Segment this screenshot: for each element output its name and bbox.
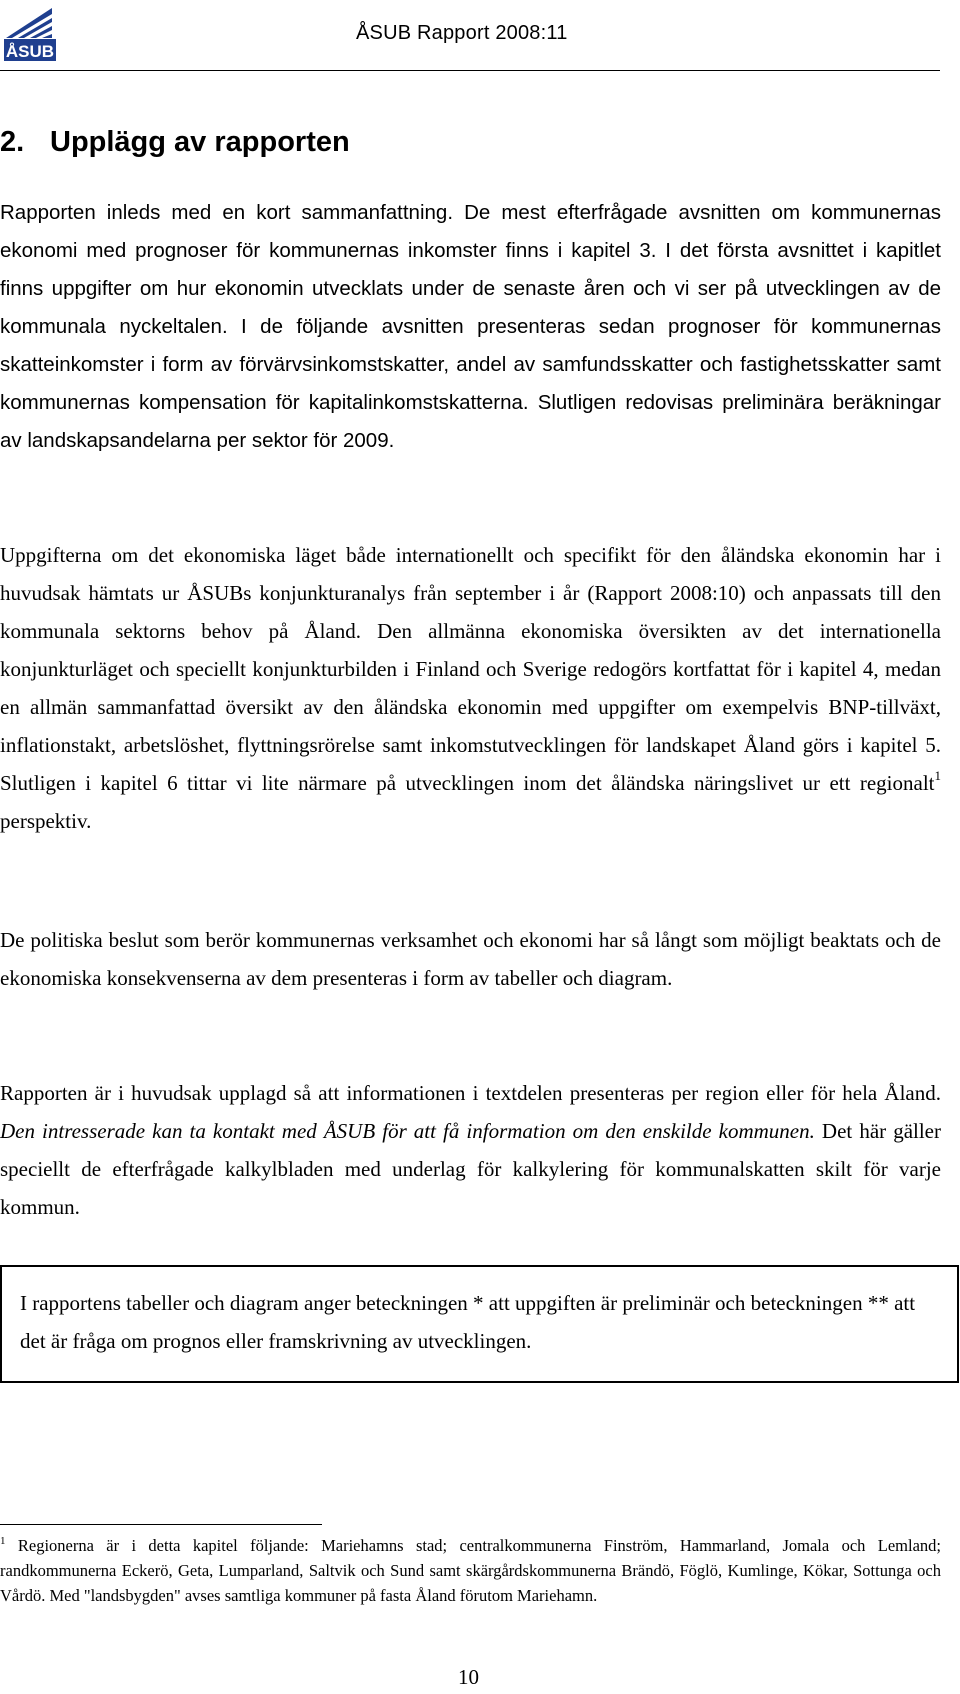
page-number: 10	[458, 1665, 479, 1689]
paragraph-sources-text: Uppgifterna om det ekonomiska läget både internationellt och specifikt för den åländska ekonomin har i huvudsak hämtats ur ÅSUBs konjunkturanalys från september i år (Rapport 2008:10) och anpassats till den kommunala sektorns behov på Åland. Den allmänna ekonomiska översikten av det internationella konjunkturläget och speciellt konjunkturbilden i Finland och Sverige redogörs kortfattat för i kapitel 4, medan en allmän sammanfattad översikt av den åländska ekonomin med uppgifter om exempelvis BNP-tillväxt, inflationstakt, arbetslöshet, flyttningsrörelse samt inkomstutvecklingen för landskapet Åland görs i kapitel 5. Slutligen i kapitel 6 tittar vi lite närmare på utvecklingen inom det åländska näringslivet ur ett regionalt	[0, 543, 941, 795]
paragraph-layout-start: Rapporten är i huvudsak upplagd så att informationen i textdelen presenteras per region eller för hela Åland.	[0, 1081, 941, 1105]
svg-text:ÅSUB: ÅSUB	[5, 42, 55, 61]
footnote-text: Regionerna är i detta kapitel följande: Mariehamns stad; centralkommunerna Finström, Hammarland, Jomala och Lemland; randkommunerna Eckerö, Geta, Lumparland, Saltvik och Sund samt skärgårdskommunerna Brändö, Föglö, Kumlinge, Kökar, Sottunga och Vårdö. Med "landsbygden" avses samtliga kommuner på fasta Åland förutom Mariehamn.	[0, 1536, 941, 1605]
paragraph-sources	[0, 536, 941, 840]
paragraph-layout-end: Det här gäller speciellt de efterfrågade kalkylbladen med underlag för kalkylering för kommunalskatten skilt för varje kommun.	[0, 1119, 941, 1219]
notice-box	[0, 1265, 959, 1383]
report-label: ÅSUB Rapport 2008:11	[356, 22, 568, 44]
paragraph-sources-end: perspektiv.	[0, 809, 92, 833]
section-heading	[0, 126, 350, 159]
page-header	[0, 0, 960, 75]
paragraph-intro: Rapporten inleds med en kort sammanfattning. De mest efterfrågade avsnitten om kommunernas ekonomi med prognoser för kommunernas inkomster finns i kapitel 3. I det första avsnittet i kapitlet finns uppgifter om hur ekonomin utvecklats under de senaste åren och vi ser på utvecklingen av de kommunala nyckeltalen. I de följande avsnitten presenteras sedan prognoser för kommunernas skatteinkomster i form av förvärvsinkomstskatter, andel av samfundsskatter och fastighetsskatter samt kommunernas kompensation för kapitalinkomstskatterna. Slutligen redovisas preliminära beräkningar av landskapsandelarna per sektor för 2009.	[0, 201, 941, 452]
section-number: 2.	[0, 126, 25, 158]
paragraph-politics: De politiska beslut som berör kommunernas verksamhet och ekonomi har så långt som möjligt beaktats och de ekonomiska konsekvenserna av dem presenteras i form av tabeller och diagram.	[0, 928, 941, 990]
footnote-reference[interactable]: 1	[934, 768, 941, 783]
paragraph-layout	[0, 1074, 941, 1226]
header-divider	[0, 70, 940, 71]
paragraph-layout-italic: Den intresserade kan ta kontakt med ÅSUB för att få information om den enskilde kommunen.	[0, 1119, 815, 1143]
asub-logo	[2, 4, 58, 64]
footnote-marker: 1	[0, 1534, 6, 1547]
footnote-divider	[0, 1524, 322, 1525]
notice-text: I rapportens tabeller och diagram anger beteckningen * att uppgiften är preliminär och beteckningen ** att det är fråga om prognos eller framskrivning av utvecklingen.	[20, 1291, 916, 1353]
section-title: Upplägg av rapporten	[50, 126, 350, 158]
footnote	[0, 1533, 941, 1608]
